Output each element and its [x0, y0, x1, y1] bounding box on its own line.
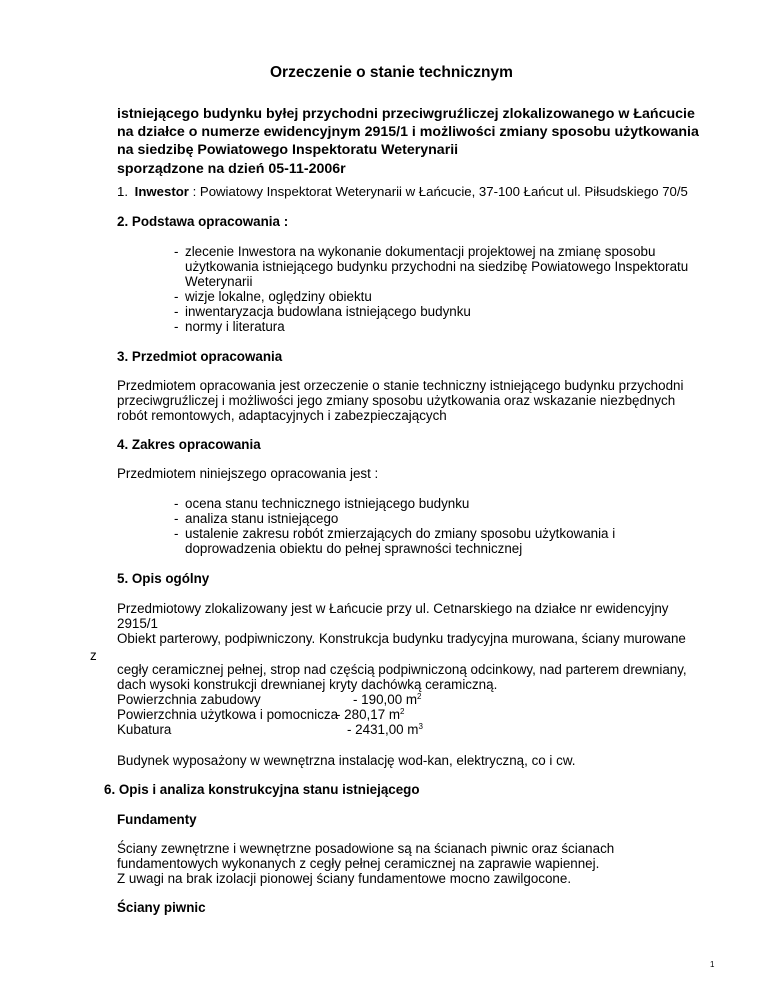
page-title: Orzeczenie o stanie technicznym: [270, 64, 513, 81]
basement-walls-heading: Ściany piwnic: [117, 900, 206, 915]
area-value-number: - 2431,00 m: [347, 722, 419, 737]
area-unit-sup: 2: [417, 692, 422, 701]
foundations-body: [117, 841, 614, 886]
area-label: Powierzchnia zabudowy: [117, 692, 261, 707]
section-2-bullet-1: [185, 244, 688, 289]
paragraph-line: dach wysoki konstrukcji drewnianej kryty dachówką ceramiczną.: [117, 677, 498, 692]
subtitle-line: na siedzibę Powiatowego Inspektoratu Weterynarii: [117, 142, 459, 158]
section-1-number: 1.: [117, 184, 128, 199]
paragraph-line: fundamentowych wykonanych z cegły pełnej ceramicznej na zaprawie wapiennej.: [117, 856, 600, 871]
bullet-dash: -: [174, 319, 179, 334]
section-5-body-b: [117, 662, 687, 692]
paragraph-line: Przedmiotowy zlokalizowany jest w Łańcucie przy ul. Cetnarskiego na działce nr ewidencyjny: [117, 601, 669, 616]
bullet-line: Weterynarii: [185, 274, 253, 289]
paragraph-line: przeciwgruźliczej i możliwości jego zmiany sposobu użytkowania oraz wskazanie niezbędnych: [117, 393, 676, 408]
bullet-dash: -: [174, 304, 179, 319]
section-1-text: : Powiatowy Inspektorat Weterynarii w Łańcucie, 37-100 Łańcut ul. Piłsudskiego 70/5: [188, 184, 688, 199]
area-value-number: - 280,17 m: [336, 707, 401, 722]
bullet-dash: -: [174, 244, 179, 259]
paragraph-line: Przedmiotem opracowania jest orzeczenie o stanie techniczny istniejącego budynku przychodni: [117, 378, 684, 393]
section-4-intro: Przedmiotem niniejszego opracowania jest :: [117, 466, 379, 481]
area-label: Powierzchnia użytkowa i pomocnicza: [117, 707, 339, 722]
section-5-installations: Budynek wyposażony w wewnętrzna instalację wod-kan, elektryczną, co i cw.: [117, 753, 576, 768]
area-unit-sup: 3: [418, 722, 423, 731]
area-value: [353, 692, 421, 707]
area-value: [347, 722, 423, 737]
area-unit-sup: 2: [400, 707, 405, 716]
document-subtitle: [117, 105, 699, 159]
paragraph-line: cegły ceramicznej pełnej, strop nad częścią podpiwniczoną odcinkowy, nad parterem drewniany,: [117, 662, 687, 677]
bullet-line: użytkowania istniejącego budynku przychodni na siedzibę Powiatowego Inspektoratu: [185, 259, 689, 274]
section-2-bullet-2: wizje lokalne, oględziny obiektu: [185, 289, 372, 304]
section-6-heading: 6. Opis i analiza konstrukcyjna stanu istniejącego: [104, 782, 420, 797]
section-2-bullet-3: inwentaryzacja budowlana istniejącego budynku: [185, 304, 471, 319]
section-4-bullet-2: analiza stanu istniejącego: [185, 511, 339, 526]
subtitle-line: istniejącego budynku byłej przychodni przeciwgruźliczej zlokalizowanego w Łańcucie: [117, 106, 695, 122]
date-line: sporządzone na dzień 05-11-2006r: [117, 161, 346, 177]
bullet-dash: -: [174, 511, 179, 526]
section-2-bullet-4: normy i literatura: [185, 319, 285, 334]
paragraph-line: 2915/1: [117, 616, 158, 631]
bullet-dash: -: [174, 496, 179, 511]
section-4-heading: 4. Zakres opracowania: [117, 437, 261, 452]
bullet-dash: -: [174, 526, 179, 541]
bullet-line: zlecenie Inwestora na wykonanie dokumentacji projektowej na zmianę sposobu: [185, 244, 656, 259]
paragraph-line: Z uwagi na brak izolacji pionowej ściany fundamentowe mocno zawilgocone.: [117, 871, 572, 886]
section-4-bullet-1: ocena stanu technicznego istniejącego budynku: [185, 496, 470, 511]
section-5-heading: 5. Opis ogólny: [117, 571, 210, 586]
foundations-heading: Fundamenty: [117, 812, 197, 827]
area-value-number: - 190,00 m: [353, 692, 418, 707]
page-number: 1: [710, 960, 715, 969]
section-1-label: Inwestor: [134, 184, 189, 199]
bullet-line: doprowadzenia obiektu do pełnej sprawności technicznej: [185, 541, 523, 556]
section-4-bullet-3: [185, 526, 615, 556]
paragraph-line: robót remontowych, adaptacyjnych i zabezpieczających: [117, 408, 447, 423]
area-label: Kubatura: [117, 722, 172, 737]
section-3-heading: 3. Przedmiot opracowania: [117, 349, 283, 364]
section-3-body: [117, 378, 683, 423]
area-value: [336, 707, 404, 722]
section-1-investor: [117, 184, 688, 199]
bullet-dash: -: [174, 289, 179, 304]
section-5-body-a: [117, 601, 686, 646]
stray-letter: z: [90, 648, 97, 663]
paragraph-line: Obiekt parterowy, podpiwniczony. Konstrukcja budynku tradycyjna murowana, ściany murowane: [117, 631, 686, 646]
subtitle-line: na działce o numerze ewidencyjnym 2915/1 i możliwości zmiany sposobu użytkowania: [117, 124, 699, 140]
bullet-line: ustalenie zakresu robót zmierzających do zmiany sposobu użytkowania i: [185, 526, 616, 541]
section-2-heading: 2. Podstawa opracowania :: [117, 214, 289, 229]
paragraph-line: Ściany zewnętrzne i wewnętrzne posadowione są na ścianach piwnic oraz ścianach: [117, 841, 615, 856]
